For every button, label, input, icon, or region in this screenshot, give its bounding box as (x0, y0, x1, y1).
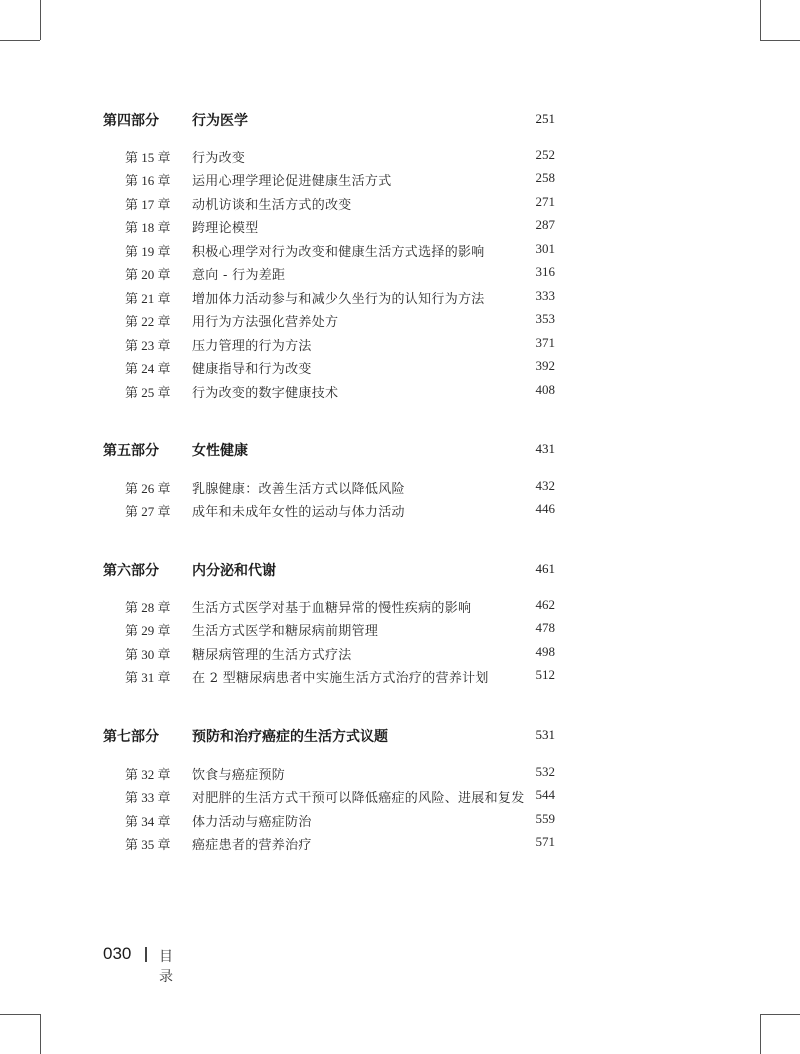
chapter-page-number: 392 (535, 358, 555, 373)
chapter-title: 糖尿病管理的生活方式疗法 (192, 648, 352, 663)
chapter-label: 第 18 章 (125, 220, 171, 235)
chapter-label: 第 29 章 (125, 623, 171, 638)
chapter-label: 第 17 章 (125, 197, 171, 212)
part-page-number: 431 (535, 441, 555, 456)
part-title: 女性健康 (192, 443, 248, 459)
chapter-page-number: 371 (535, 335, 555, 350)
chapter-title: 用行为方法强化营养处方 (192, 315, 339, 330)
chapter-label: 第 27 章 (125, 504, 171, 519)
chapter-page-number: 353 (535, 311, 555, 326)
chapter-entry[interactable] (125, 356, 555, 378)
chapter-title: 乳腺健康：改善生活方式以降低风险 (192, 482, 405, 497)
chapter-title: 跨理论模型 (192, 221, 259, 236)
chapter-page-number: 512 (535, 667, 555, 682)
footer-section-title: 目录 (159, 949, 187, 985)
chapter-entry[interactable] (125, 832, 555, 854)
footer-divider (145, 947, 147, 962)
part-page-number: 531 (535, 727, 555, 742)
chapter-label: 第 25 章 (125, 385, 171, 400)
crop-mark (40, 0, 41, 40)
chapter-label: 第 15 章 (125, 150, 171, 165)
chapter-entry[interactable] (125, 380, 555, 402)
chapter-page-number: 462 (535, 597, 555, 612)
chapter-page-number: 287 (535, 217, 555, 232)
chapter-label: 第 20 章 (125, 267, 171, 282)
chapter-entry[interactable] (125, 309, 555, 331)
chapter-title: 行为改变 (192, 151, 246, 166)
chapter-title: 增加体力活动参与和减少久坐行为的认知行为方法 (192, 292, 485, 307)
chapter-label: 第 30 章 (125, 647, 171, 662)
chapter-label: 第 33 章 (125, 790, 171, 805)
chapter-title: 生活方式医学对基于血糖异常的慢性疾病的影响 (192, 601, 472, 616)
chapter-title: 积极心理学对行为改变和健康生活方式选择的影响 (192, 245, 485, 260)
chapter-title: 运用心理学理论促进健康生活方式 (192, 174, 392, 189)
chapter-page-number: 478 (535, 620, 555, 635)
part-title: 内分泌和代谢 (192, 563, 276, 579)
chapter-label: 第 19 章 (125, 244, 171, 259)
chapter-entry[interactable] (125, 145, 555, 167)
chapter-title: 健康指导和行为改变 (192, 362, 312, 377)
chapter-label: 第 23 章 (125, 338, 171, 353)
chapter-page-number: 333 (535, 288, 555, 303)
part-label: 第六部分 (103, 563, 159, 579)
chapter-page-number: 271 (535, 194, 555, 209)
chapter-label: 第 24 章 (125, 361, 171, 376)
chapter-page-number: 446 (535, 501, 555, 516)
chapter-entry[interactable] (125, 785, 555, 807)
part-page-number: 461 (535, 561, 555, 576)
chapter-title: 对肥胖的生活方式干预可以降低癌症的风险、进展和复发 (192, 791, 525, 806)
crop-mark (0, 1014, 40, 1015)
chapter-title: 癌症患者的营养治疗 (192, 838, 312, 853)
chapter-page-number: 316 (535, 264, 555, 279)
chapter-title: 体力活动与癌症防治 (192, 815, 312, 830)
chapter-entry[interactable] (125, 499, 555, 521)
chapter-label: 第 31 章 (125, 670, 171, 685)
chapter-title: 在 2 型糖尿病患者中实施生活方式治疗的营养计划 (192, 671, 489, 686)
chapter-entry[interactable] (125, 762, 555, 784)
chapter-page-number: 544 (535, 787, 555, 802)
chapter-page-number: 258 (535, 170, 555, 185)
chapter-label: 第 16 章 (125, 173, 171, 188)
chapter-label: 第 35 章 (125, 837, 171, 852)
chapter-entry[interactable] (125, 665, 555, 687)
crop-mark (760, 1014, 761, 1054)
chapter-entry[interactable] (125, 333, 555, 355)
chapter-label: 第 34 章 (125, 814, 171, 829)
chapter-title: 成年和未成年女性的运动与体力活动 (192, 505, 405, 520)
part-label: 第七部分 (103, 729, 159, 745)
chapter-entry[interactable] (125, 239, 555, 261)
part-label: 第五部分 (103, 443, 159, 459)
chapter-title: 动机访谈和生活方式的改变 (192, 198, 352, 213)
chapter-entry[interactable] (125, 595, 555, 617)
chapter-label: 第 22 章 (125, 314, 171, 329)
crop-mark (0, 40, 40, 41)
chapter-entry[interactable] (125, 286, 555, 308)
chapter-label: 第 28 章 (125, 600, 171, 615)
part-heading[interactable] (103, 724, 555, 748)
part-heading[interactable] (103, 438, 555, 462)
part-label: 第四部分 (103, 113, 159, 129)
chapter-page-number: 571 (535, 834, 555, 849)
chapter-title: 压力管理的行为方法 (192, 339, 312, 354)
chapter-entry[interactable] (125, 476, 555, 498)
chapter-title: 饮食与癌症预防 (192, 768, 286, 783)
crop-mark (760, 1014, 800, 1015)
chapter-entry[interactable] (125, 192, 555, 214)
chapter-label: 第 21 章 (125, 291, 171, 306)
chapter-page-number: 301 (535, 241, 555, 256)
chapter-page-number: 408 (535, 382, 555, 397)
chapter-page-number: 498 (535, 644, 555, 659)
chapter-entry[interactable] (125, 262, 555, 284)
part-heading[interactable] (103, 108, 555, 132)
chapter-page-number: 532 (535, 764, 555, 779)
part-page-number: 251 (535, 111, 555, 126)
chapter-entry[interactable] (125, 642, 555, 664)
chapter-page-number: 252 (535, 147, 555, 162)
crop-mark (760, 40, 800, 41)
crop-mark (40, 1014, 41, 1054)
chapter-entry[interactable] (125, 809, 555, 831)
chapter-label: 第 32 章 (125, 767, 171, 782)
chapter-title: 意向 - 行为差距 (192, 268, 286, 283)
part-heading[interactable] (103, 558, 555, 582)
crop-mark (760, 0, 761, 40)
part-title: 行为医学 (192, 113, 248, 129)
chapter-page-number: 432 (535, 478, 555, 493)
chapter-entry[interactable] (125, 618, 555, 640)
chapter-title: 行为改变的数字健康技术 (192, 386, 339, 401)
chapter-title: 生活方式医学和糖尿病前期管理 (192, 624, 379, 639)
chapter-entry[interactable] (125, 215, 555, 237)
chapter-page-number: 559 (535, 811, 555, 826)
part-title: 预防和治疗癌症的生活方式议题 (192, 729, 388, 745)
footer-page-number: 030 (103, 944, 132, 963)
chapter-label: 第 26 章 (125, 481, 171, 496)
chapter-entry[interactable] (125, 168, 555, 190)
